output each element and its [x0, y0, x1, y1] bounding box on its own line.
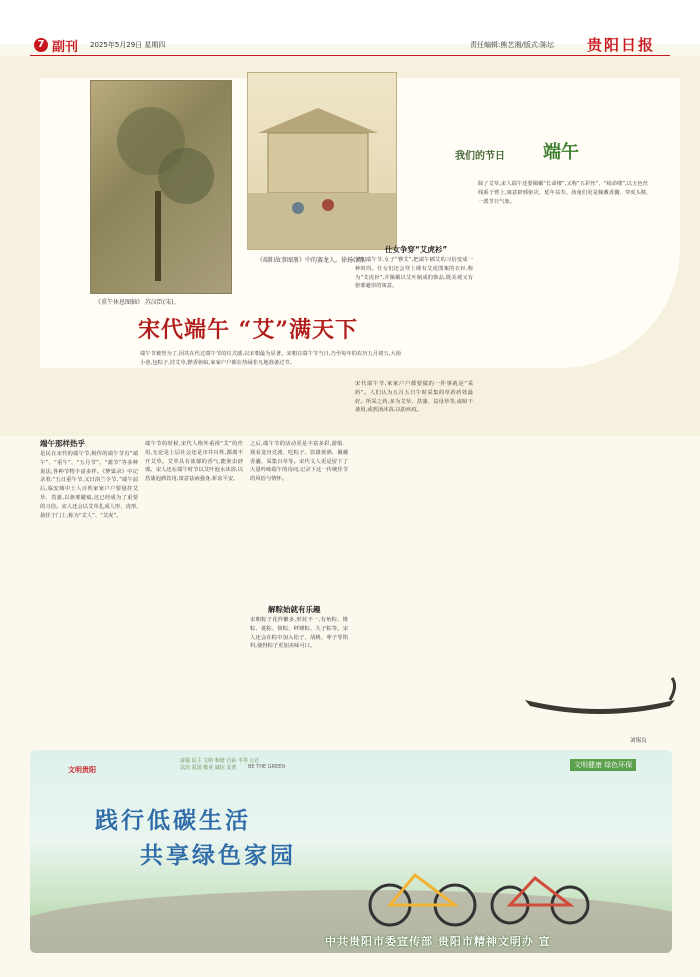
- column-3: 之后,端午节的活动更是丰富多彩,游船、观看龙舟竞渡、吃粽子、饮雄黄酒、佩戴香囊、采集百草等。宋代文人更是留下了大量吟咏端午的诗词,记录下这一传统佳节的风俗与情怀。: [250, 441, 348, 483]
- column-6: 宋代端午节,家家户户都要做的一件事就是“采药”。人们认为五月五日午时采集的草药药效最好。所采之药,多为艾草、菖蒲、益母草等,或晾干备用,或煎汤沐浴,以防疾疫。: [355, 381, 473, 414]
- festival-label-big: 端午: [543, 142, 579, 163]
- column-5: 宋朝端午节,女子“簪艾”,把端午插艾的习俗变成一种时尚。仕女们还会穿上绣有艾虎图案的衣衫,称为“艾虎衫”,并佩戴以艾叶制成的饰品,既美观又有驱邪避祟的寓意。: [355, 257, 473, 290]
- bicycle-icon: [360, 850, 600, 930]
- ad-core-values: 富强 民主 文明 和谐 自由 平等 公正 法治 爱国 敬业 诚信 友善: [180, 758, 260, 771]
- public-service-ad: [30, 750, 672, 953]
- ad-headline-1: 践行低碳生活: [95, 808, 251, 834]
- ad-headline-2: 共享绿色家园: [140, 843, 296, 869]
- subhead-1: 端午那样热乎: [40, 439, 85, 448]
- caption-right: 《端阳故事图册》中的赛龙人。徐扬(清)。: [257, 257, 370, 264]
- tree-painting-icon: [91, 81, 231, 293]
- song-painting-image: [90, 80, 232, 294]
- pavilion-painting-icon: [248, 73, 396, 249]
- author-byline: 刘锡良: [630, 738, 647, 744]
- ad-tagline: 文明健康 绿色环保: [570, 759, 636, 771]
- ad-brand: BE THE GREEN: [248, 764, 286, 770]
- column-2: 端午节的时候,宋代人格外重视“艾”的作用,无论是上层社会还是市井百姓,都离不开艾草。艾草具有浓郁的香气,能驱虫辟邪。宋人还在端午时节以艾叶泡水沐浴,以菖蒲泡酒饮用,寓意祛病强身,祈求平安。: [145, 441, 243, 483]
- subhead-2: 解粽始就有乐趣: [268, 605, 321, 614]
- dragon-boat-image: [520, 660, 680, 720]
- article-intro: 端午节被誉为了,因其在代过端午节的仪式感,以宋朝最为显著。宋朝在端午节当日,乃至每年的农历五月初五,大街小巷,包粽子,挂艾草,燃香驱蚊,家家户户都在热闹非凡地准备过节。: [140, 351, 401, 366]
- subhead-3: 仕女争穿“艾虎衫”: [385, 245, 448, 254]
- festival-banner: [425, 138, 585, 178]
- ad-org-name: 文明贵阳: [68, 766, 96, 774]
- ad-footer: 中共贵阳市委宣传部 贵阳市精神文明办 宣: [325, 935, 551, 948]
- festival-label-small: 我们的节日: [455, 151, 505, 162]
- newspaper-logo: 贵阳日报: [587, 36, 656, 54]
- page-header: [0, 0, 700, 55]
- section-title: 副刊: [52, 40, 79, 55]
- qing-painting-image: [247, 72, 397, 250]
- column-4: 宋朝粽子花样繁多,形状不一,有角粽、锥粽、菱粽、筒粽、秤锤粽、九子粽等。宋人还会在粽中加入松子、胡桃、枣子等馅料,使得粽子更加美味可口。: [250, 617, 348, 650]
- column-1: 是民在宋代的端午节,相传的端午节有“端午”、“重午”、“五月节”、“蒲节”等多种说法,各种节物丰富多样。《梦粱录》中记录着:“五日重午节,又曰浴兰令节。”端午前后,临安城中士人百姓家家户户要悬挂艾草、菖蒲,以驱邪避瘟,这已经成为了重要的习俗。宋人还会以艾草扎成人形、虎形,悬挂于门上,称为“艾人”、“艾虎”。: [40, 451, 138, 519]
- caption-left: 《重午休息图轴》 苏汉臣(宋)。: [95, 299, 180, 306]
- article-title: 宋代端午 “艾”满天下: [138, 317, 358, 343]
- page-number-badge: 7: [34, 38, 48, 52]
- issue-date: 2025年5月29日 星期四: [90, 41, 166, 49]
- editor-credits: 责任编辑:熊艺湘/版式:陈坛: [470, 41, 555, 49]
- dragon-boat-icon: [520, 660, 680, 720]
- column-7: 除了艾草,宋人端午还要佩戴“长命缕”,又称“五彩丝”、“续命缕”,以五色丝线系于臂上,寓意辟邪驱灾、延年益寿。孩童们更是佩戴香囊、穿虎头鞋,一派节日气象。: [478, 181, 648, 205]
